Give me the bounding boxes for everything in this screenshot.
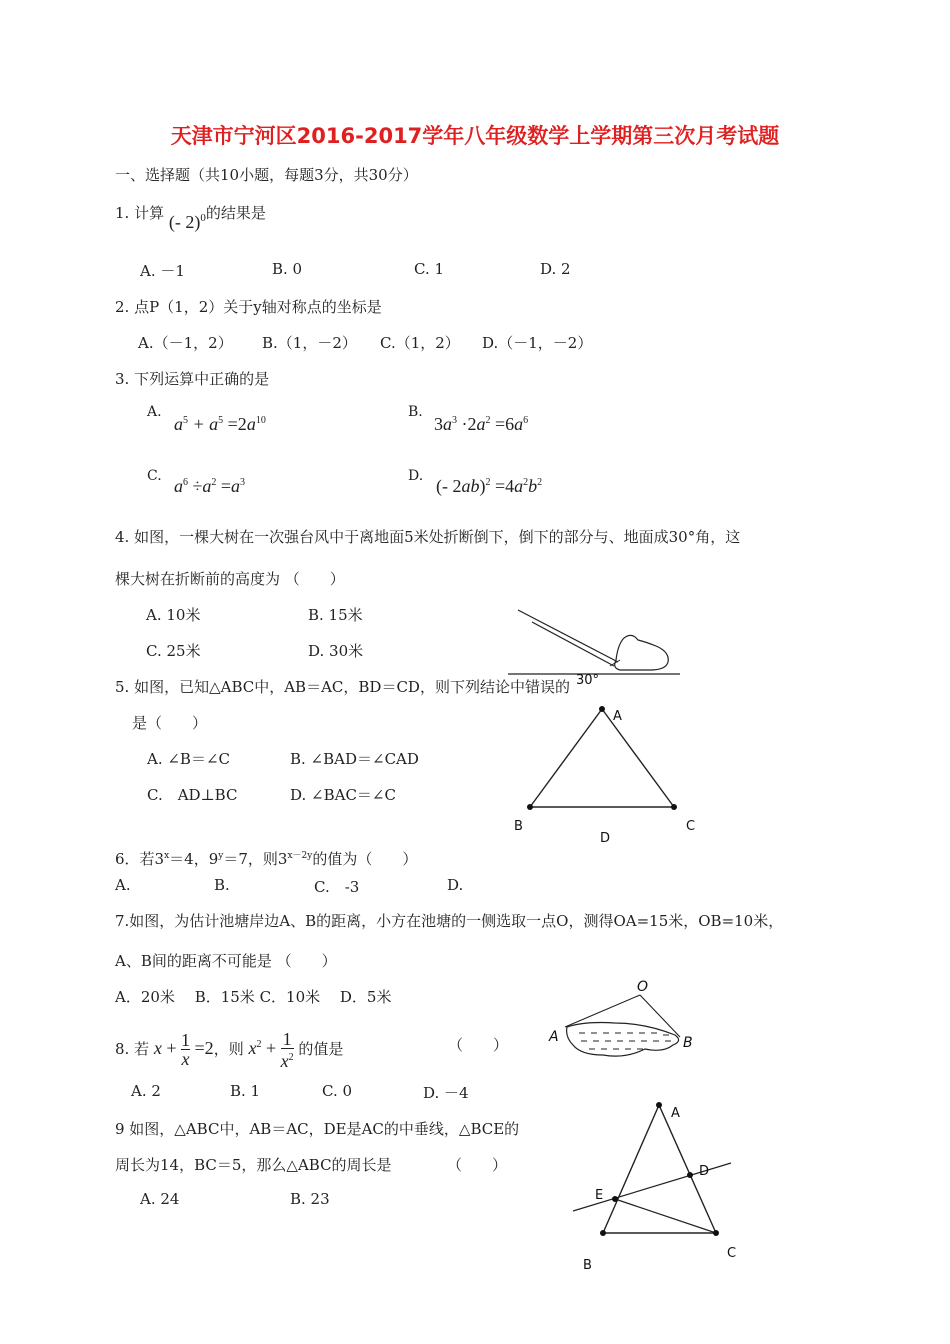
q7-options: A．20米 B．15米 C．10米 D．5米 (115, 988, 392, 1006)
q4-option-c: C. 25米 (146, 642, 201, 660)
q4-option-d: D. 30米 (308, 642, 364, 660)
q8-option-d: D. －4 (423, 1084, 469, 1102)
question-9-line1: 9 如图，△ABC中，AB＝AC，DE是AC的中垂线，△BCE的 (115, 1120, 520, 1138)
point-e-label: E (595, 1188, 604, 1203)
q2-option-a: A.（－1，2） (138, 334, 233, 352)
q8-answer-paren: （ ） (448, 1036, 509, 1054)
q2-option-b: B.（1，－2） (262, 334, 357, 352)
vertex-c-label: C (686, 819, 696, 834)
q6-option-b: B. (214, 876, 230, 894)
pond-figure (545, 975, 705, 1065)
question-7-line2: A、B间的距离不可能是 （ ） (115, 952, 337, 970)
page-title: 天津市宁河区2016-2017学年八年级数学上学期第三次月考试题 (170, 124, 780, 148)
question-4-line2: 棵大树在折断前的高度为 （ ） (115, 570, 345, 588)
q8-option-a: A. 2 (131, 1082, 161, 1100)
q3-label-a: A. (147, 404, 162, 420)
triangle-figure-q9 (565, 1095, 755, 1275)
q9-answer-paren: （ ） (447, 1156, 508, 1174)
q5-option-c: C. AD⊥BC (147, 786, 238, 804)
q4-option-a: A. 10米 (146, 606, 201, 624)
point-d-label: D (699, 1164, 710, 1179)
q2-option-c: C.（1，2） (380, 334, 460, 352)
vertex-c-label: C (727, 1246, 737, 1261)
q3-label-d: D. (408, 468, 424, 484)
q8-expression: $x^2$ + $\frac{1}{x^2}$ (248, 1028, 294, 1071)
question-9-line2: 周长为14，BC＝5，那么△ABC的周长是 (115, 1156, 392, 1174)
q1-expression: (- 2)$^0$ (168, 212, 206, 232)
q1-option-c: C. 1 (414, 260, 445, 278)
question-5-line2: 是（ ） (132, 714, 208, 732)
question-7-line1: 7.如图，为估计池塘岸边A、B的距离，小方在池塘的一侧选取一点O，测得OA=15米，OB=10米， (115, 912, 784, 930)
section-heading: 一、选择题（共10小题，每题3分，共30分） (115, 166, 418, 184)
q4-option-b: B. 15米 (308, 606, 363, 624)
q3-option-d-formula: (- $2ab)^2 =4a^2b^2$ (436, 476, 543, 496)
q1-option-a: A. －1 (140, 262, 185, 280)
question-8: 8. 若 x + $\frac{1}{x}$ =2，则 $x^2$ + $\frac{1}{x^2}$ 的值是 (115, 1028, 344, 1071)
question-4-line1: 4. 如图，一棵大树在一次强台风中于离地面5米处折断倒下，倒下的部分与、地面成30°角，这 (115, 528, 741, 546)
q3-option-a-formula: $a^5 + a^5 =2a^{10}$ (174, 414, 266, 434)
q6-option-d: D. (447, 876, 464, 894)
q3-option-b-formula: $3a^3 \cdot 2a^2 =6a^6$ (434, 414, 529, 434)
point-b-label: B (683, 1035, 693, 1051)
angle-label: 30° (576, 673, 600, 688)
q2-option-d: D.（－1，－2） (482, 334, 593, 352)
triangle-figure-q5 (500, 700, 710, 850)
q9-option-a: A. 24 (140, 1190, 180, 1208)
point-d-label: D (600, 831, 611, 846)
q3-label-b: B. (408, 404, 423, 420)
q8-condition: x + $\frac{1}{x}$ =2 (153, 1030, 214, 1070)
point-o-label: O (637, 979, 649, 995)
vertex-a-label: A (613, 709, 622, 724)
q5-option-d: D. ∠BAC＝∠C (290, 786, 396, 804)
q5-option-b: B. ∠BAD＝∠CAD (290, 750, 419, 768)
question-6: 6．若$3^x=4$，$9^y=7$，则$3^{x-2y}$的值为（ ） (115, 850, 418, 868)
q5-option-a: A. ∠B＝∠C (147, 750, 231, 768)
q1-option-b: B. 0 (272, 260, 303, 278)
point-a-label: A (549, 1029, 559, 1045)
vertex-b-label: B (514, 819, 523, 834)
question-3: 3. 下列运算中正确的是 (115, 370, 270, 388)
question-1 (115, 202, 266, 232)
question-2: 2. 点P（1，2）关于y轴对称点的坐标是 (115, 298, 382, 316)
q6-option-c: C. -3 (314, 878, 360, 896)
q8-option-b: B. 1 (230, 1082, 261, 1100)
q1-option-d: D. 2 (540, 260, 571, 278)
vertex-b-label: B (583, 1258, 592, 1273)
q1-text: 1. 计算 (115, 204, 165, 222)
q3-option-c-formula: $a^6 \div a^2 =a^3$ (174, 476, 246, 496)
vertex-a-label: A (671, 1106, 680, 1121)
q8-option-c: C. 0 (322, 1082, 353, 1100)
q3-label-c: C. (147, 468, 162, 484)
q6-option-a: A. (115, 876, 131, 894)
question-5-line1: 5. 如图，已知△ABC中，AB＝AC，BD＝CD，则下列结论中错误的 (115, 678, 570, 696)
q9-option-b: B. 23 (290, 1190, 330, 1208)
q1-tail: 的结果是 (205, 204, 266, 222)
